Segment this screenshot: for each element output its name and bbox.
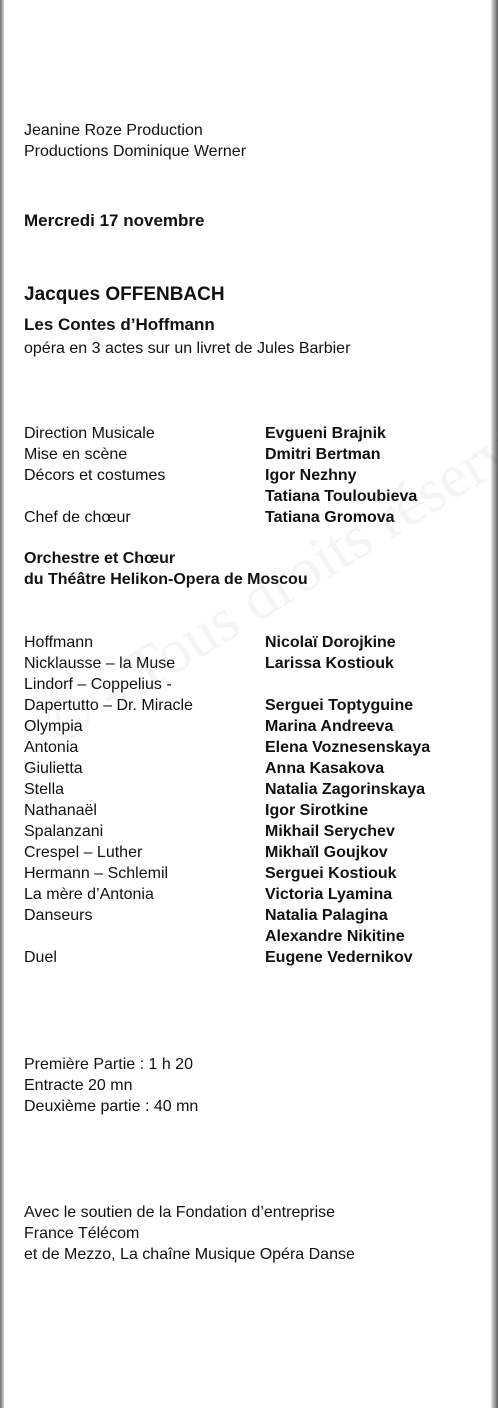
sponsor-line: et de Mezzo, La chaîne Musique Opéra Danse <box>24 1246 355 1263</box>
staff-role: Direction Musicale <box>24 425 155 442</box>
cast-role: Spalanzani <box>24 823 104 840</box>
cast-name: Igor Sirotkine <box>265 802 369 819</box>
staff-names-column <box>265 423 417 528</box>
staff-role: Mise en scène <box>24 446 128 463</box>
performance-date: Mercredi 17 novembre <box>24 211 205 230</box>
cast-name: Larissa Kostiouk <box>265 655 394 672</box>
timing-block <box>24 1054 198 1117</box>
ensemble-line: du Théâtre Helikon-Opera de Moscou <box>24 571 308 588</box>
cast-role: Hoffmann <box>24 634 94 651</box>
cast-name: Elena Voznesenskaya <box>265 739 431 756</box>
opera-title: Les Contes d’Hoffmann <box>24 315 215 334</box>
cast-name: Natalia Palagina <box>265 907 388 924</box>
ensemble-line: Orchestre et Chœur <box>24 550 176 567</box>
cast-name <box>265 674 430 695</box>
scan-edge-right <box>491 0 498 1408</box>
staff-name: Evgueni Brajnik <box>265 425 386 442</box>
cast-role: Hermann – Schlemil <box>24 865 169 882</box>
sponsor-line: France Télécom <box>24 1225 140 1242</box>
cast-role: La mère d’Antonia <box>24 886 154 903</box>
cast-role: Nathanaël <box>24 802 97 819</box>
cast-name: Eugene Vedernikov <box>265 949 413 966</box>
staff-name: Tatiana Gromova <box>265 509 395 526</box>
scan-edge-left <box>0 0 4 1408</box>
timing-line: Première Partie : 1 h 20 <box>24 1056 193 1073</box>
cast-name: Natalia Zagorinskaya <box>265 781 426 798</box>
cast-roles-column <box>24 632 193 968</box>
cast-name: Alexandre Nikitine <box>265 928 405 945</box>
cast-role: Duel <box>24 949 57 966</box>
composer-name: Jacques OFFENBACH <box>24 284 225 305</box>
cast-role: Crespel – Luther <box>24 844 143 861</box>
staff-name: Dmitri Bertman <box>265 446 381 463</box>
cast-name: Mikhail Serychev <box>265 823 395 840</box>
producer-line: Jeanine Roze Production <box>24 122 203 139</box>
cast-role: Olympia <box>24 718 83 735</box>
cast-name: Victoria Lyamina <box>265 886 393 903</box>
cast-role <box>24 926 193 947</box>
cast-names-column <box>265 632 430 968</box>
ensemble-block <box>24 548 308 590</box>
staff-roles-column <box>24 423 165 528</box>
opera-subtitle: opéra en 3 actes sur un livret de Jules Barbier <box>24 340 351 357</box>
producer-line: Productions Dominique Werner <box>24 143 247 160</box>
cast-role: Stella <box>24 781 65 798</box>
cast-name: Serguei Toptyguine <box>265 697 414 714</box>
timing-line: Entracte 20 mn <box>24 1077 133 1094</box>
timing-line: Deuxième partie : 40 mn <box>24 1098 199 1115</box>
cast-role: Antonia <box>24 739 79 756</box>
cast-role: Dapertutto – Dr. Miracle <box>24 697 193 714</box>
cast-name: Anna Kasakova <box>265 760 385 777</box>
staff-name: Igor Nezhny <box>265 467 357 484</box>
staff-role: Chef de chœur <box>24 509 131 526</box>
cast-name: Nicolaï Dorojkine <box>265 634 396 651</box>
sponsors-block <box>24 1202 355 1265</box>
cast-role: Lindorf – Coppelius - <box>24 676 172 693</box>
cast-role: Giulietta <box>24 760 83 777</box>
cast-name: Marina Andreeva <box>265 718 394 735</box>
cast-role: Danseurs <box>24 907 93 924</box>
cast-name: Serguei Kostiouk <box>265 865 397 882</box>
staff-role: Décors et costumes <box>24 467 166 484</box>
cast-name: Mikhaïl Goujkov <box>265 844 388 861</box>
sponsor-line: Avec le soutien de la Fondation d’entreprise <box>24 1204 336 1221</box>
cast-role: Nicklausse – la Muse <box>24 655 176 672</box>
staff-role <box>24 486 165 507</box>
staff-name: Tatiana Touloubieva <box>265 488 418 505</box>
